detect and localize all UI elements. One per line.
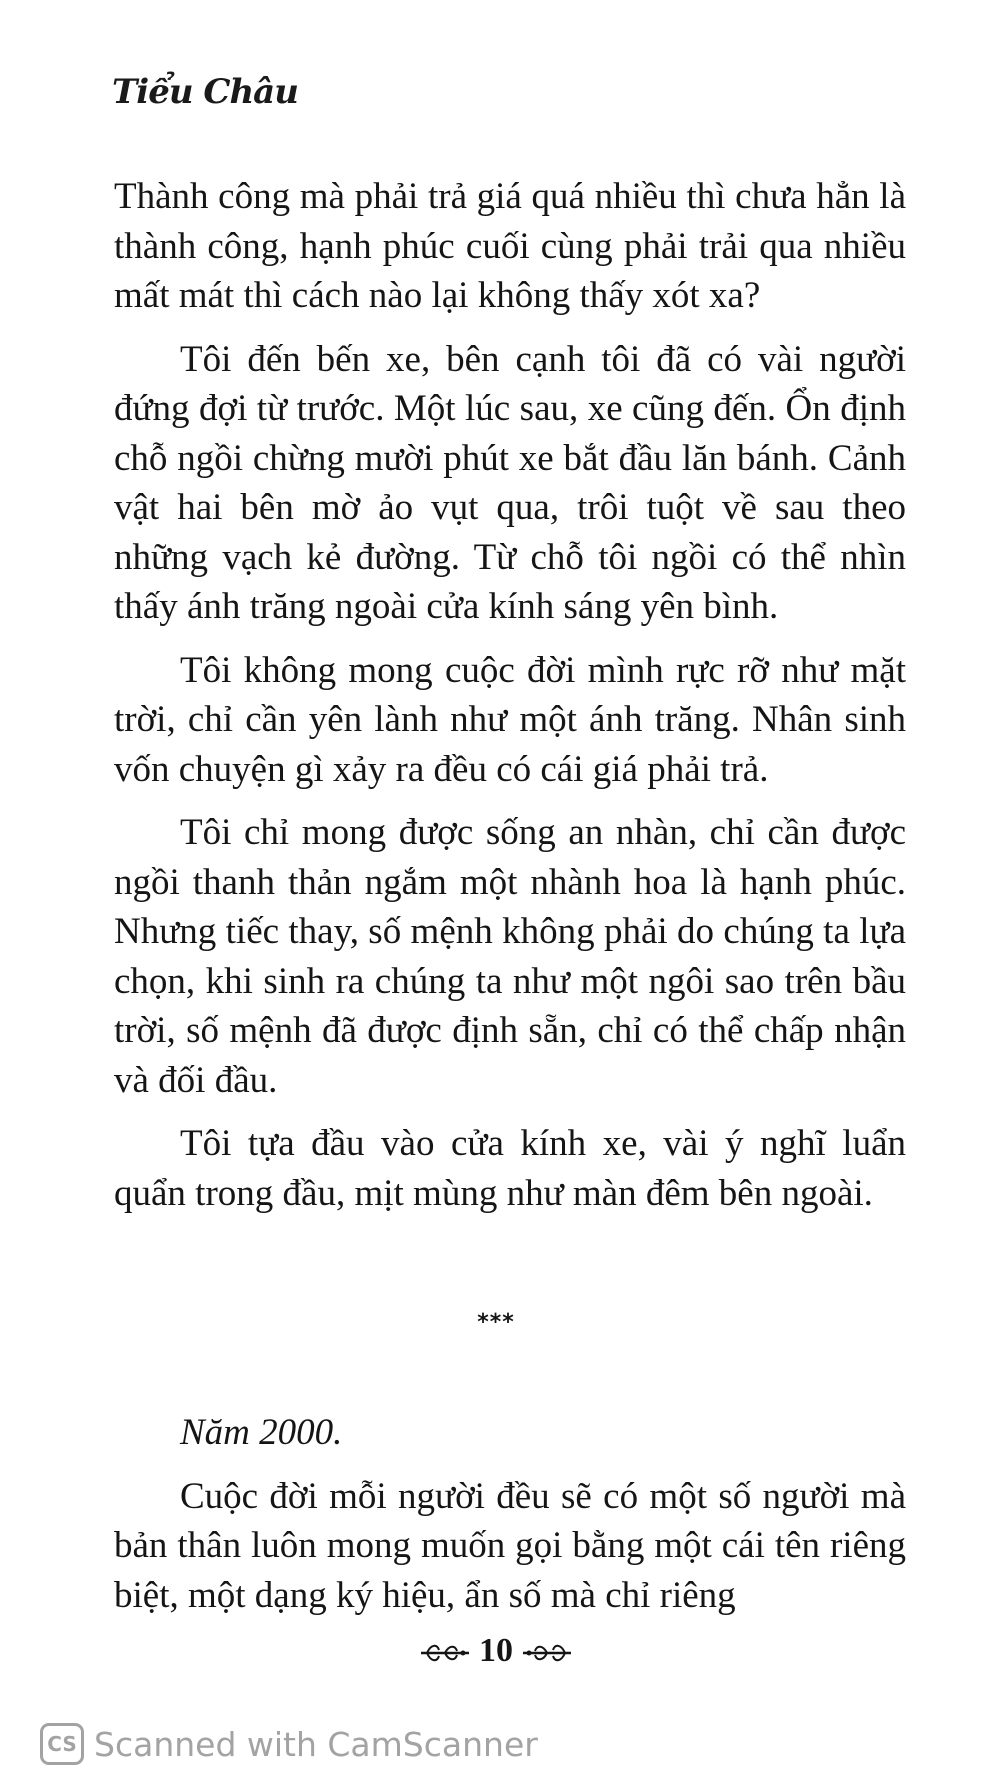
running-header-author: Tiểu Châu [112,72,298,112]
section-date: Năm 2000. [180,1412,343,1453]
paragraph-3: Tôi không mong cuộc đời mình rực rỡ như mặt trời, chỉ cần yên lành như một ánh trăng. Nhân sinh vốn chuyện gì xảy ra đều có cái giá phải trả. [114,649,906,790]
section-two [114,1408,906,1634]
watermark-text: Scanned with CamScanner [94,1724,538,1764]
page-number: 10 [479,1632,513,1669]
main-text-block [114,172,906,1232]
section-separator: *** [477,1310,515,1335]
paragraph-2: Tôi đến bến xe, bên cạnh tôi đã có vài người đứng đợi từ trước. Một lúc sau, xe cũng đến. Ổn định chỗ ngồi chừng mười phút xe bắt đầu lăn bánh. Cảnh vật hai bên mờ ảo vụt qua, trôi tuột về sau theo những vạch kẻ đường. Từ chỗ tôi ngồi có thể nhìn thấy ánh trăng ngoài cửa kính sáng yên bình. [114,338,906,627]
paragraph-4: Tôi chỉ mong được sống an nhàn, chỉ cần được ngồi thanh thản ngắm một nhành hoa là hạnh phúc. Nhưng tiếc thay, số mệnh không phải do chúng ta lựa chọn, khi sinh ra chúng ta như một ngôi sao trên bầu trời, số mệnh đã được định sẵn, chỉ có thể chấp nhận và đối đầu. [114,812,906,1101]
camscanner-watermark [40,1720,538,1768]
paragraph-5: Tôi tựa đầu vào cửa kính xe, vài ý nghĩ luẩn quẩn trong đầu, mịt mùng như màn đêm bên ngoài. [114,1123,906,1214]
right-ornament-icon [521,1638,573,1668]
page-footer [0,1632,992,1670]
left-ornament-icon [419,1638,471,1668]
paragraph-1: Thành công mà phải trả giá quá nhiều thì chưa hẳn là thành công, hạnh phúc cuối cùng phải trải qua nhiều mất mát thì cách nào lại không thấy xót xa? [114,176,906,316]
camscanner-logo-icon: CS [40,1723,84,1765]
section-two-paragraph: Cuộc đời mỗi người đều sẽ có một số người mà bản thân luôn mong muốn gọi bằng một cái tên riêng biệt, một dạng ký hiệu, ẩn số mà chỉ riêng [114,1475,906,1616]
